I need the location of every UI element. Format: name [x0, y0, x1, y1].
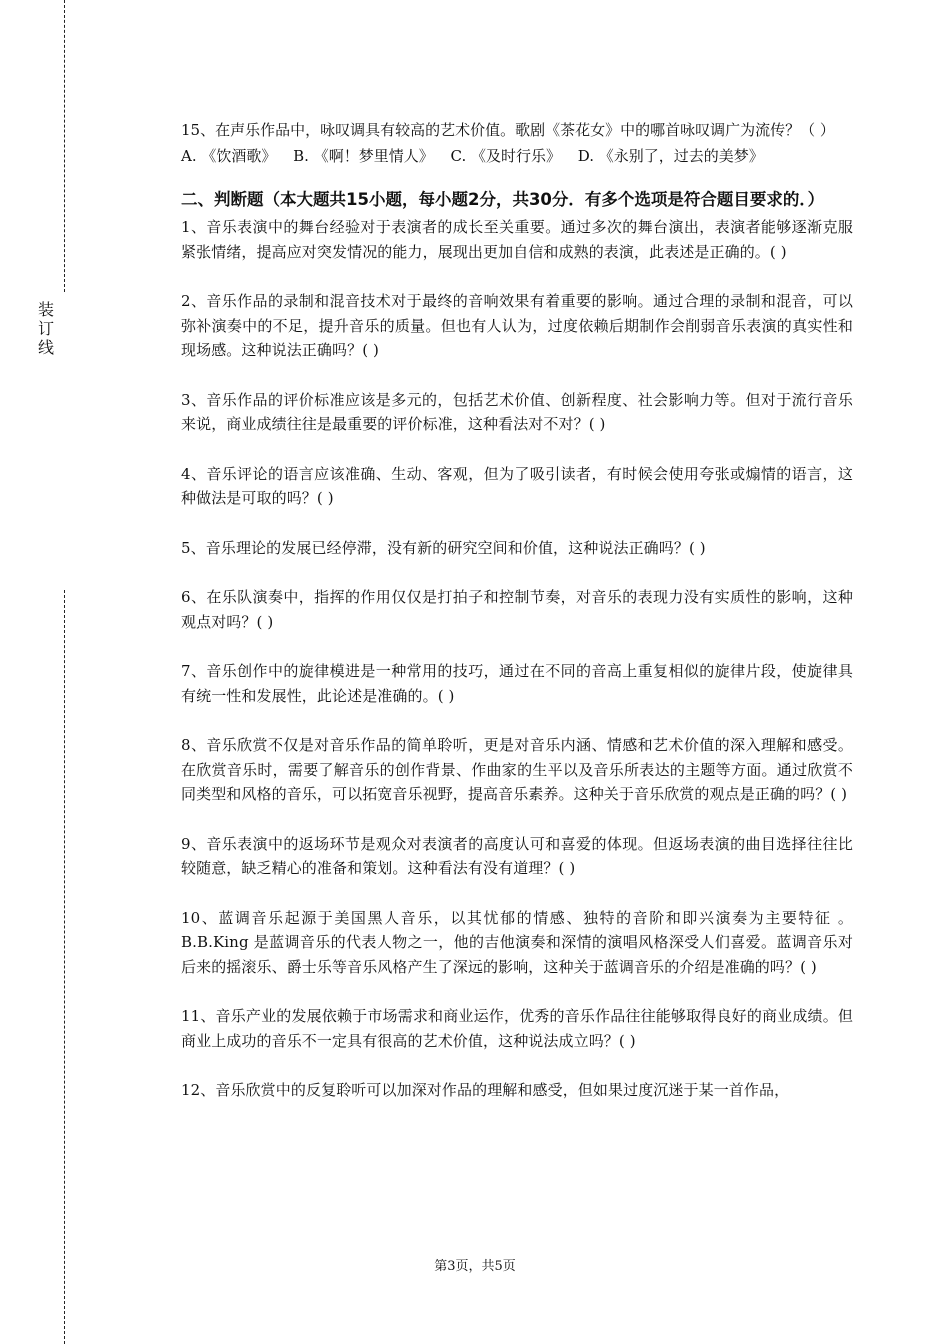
question-15-options	[181, 143, 853, 169]
exam-content	[181, 117, 853, 1128]
judge-question-4: 4、音乐评论的语言应该准确、生动、客观，但为了吸引读者，有时候会使用夸张或煽情的语言，这种做法是可取的吗？( )	[181, 464, 853, 507]
judge-question-7: 7、音乐创作中的旋律模进是一种常用的技巧，通过在不同的音高上重复相似的旋律片段，使旋律具有统一性和发展性，此论述是准确的。( )	[181, 662, 853, 705]
binding-dashed-line-top	[64, 0, 65, 292]
judge-question-2: 2、音乐作品的录制和混音技术对于最终的音响效果有着重要的影响。通过合理的录制和混音，可以弥补演奏中的不足，提升音乐的质量。但也有人认为，过度依赖后期制作会削弱音乐表演的真实性和现场感。这种说法正确吗？( )	[181, 292, 853, 359]
binding-label	[36, 300, 56, 357]
option-a: A. 《饮酒歌》	[181, 147, 277, 165]
option-c: C. 《及时行乐》	[450, 147, 561, 165]
judge-question-12: 12、音乐欣赏中的反复聆听可以加深对作品的理解和感受，但如果过度沉迷于某一首作品，	[181, 1081, 790, 1099]
option-d: D. 《永别了，过去的美梦》	[577, 147, 764, 165]
judge-question-9: 9、音乐表演中的返场环节是观众对表演者的高度认可和喜爱的体现。但返场表演的曲目选择往往比较随意，缺乏精心的准备和策划。这种看法有没有道理？( )	[181, 834, 853, 877]
option-b: B. 《啊！梦里情人》	[293, 147, 434, 165]
judge-question-10: 10、蓝调音乐起源于美国黑人音乐，以其忧郁的情感、独特的音阶和即兴演奏为主要特征 。B.B.King 是蓝调音乐的代表人物之一，他的吉他演奏和深情的演唱风格深受人们喜爱。蓝调音乐对后来的摇滚乐、爵士乐等音乐风格产生了深远的影响，这种关于蓝调音乐的介绍是准确的吗？( )	[181, 908, 853, 976]
judge-question-5: 5、音乐理论的发展已经停滞，没有新的研究空间和价值，这种说法正确吗？( )	[181, 538, 706, 557]
judge-question-3: 3、音乐作品的评价标准应该是多元的，包括艺术价值、创新程度、社会影响力等。但对于流行音乐来说，商业成绩往往是最重要的评价标准，这种看法对不对？( )	[181, 390, 853, 433]
question-15-stem: 15、在声乐作品中，咏叹调具有较高的艺术价值。歌剧《茶花女》中的哪首咏叹调广为流传？（ ）	[181, 121, 835, 139]
judge-question-1: 1、音乐表演中的舞台经验对于表演者的成长至关重要。通过多次的舞台演出，表演者能够逐渐克服紧张情绪，提高应对突发情况的能力，展现出更加自信和成熟的表演，此表述是正确的。( )	[181, 218, 853, 261]
binding-char: 线	[37, 338, 54, 357]
binding-char: 订	[37, 319, 54, 338]
judge-question-11: 11、音乐产业的发展依赖于市场需求和商业运作，优秀的音乐作品往往能够取得良好的商业成绩。但商业上成功的音乐不一定具有很高的艺术价值，这种说法成立吗？( )	[181, 1007, 853, 1050]
page-number: 第3页，共5页	[434, 1259, 516, 1274]
judge-question-8: 8、音乐欣赏不仅是对音乐作品的简单聆听，更是对音乐内涵、情感和艺术价值的深入理解和感受。在欣赏音乐时，需要了解音乐的创作背景、作曲家的生平以及音乐所表达的主题等方面。通过欣赏不同类型和风格的音乐，可以拓宽音乐视野，提高音乐素养。这种关于音乐欣赏的观点是正确的吗？( )	[181, 736, 853, 803]
binding-char: 装	[37, 300, 54, 319]
section-heading-true-false: 二、判断题（本大题共15小题，每小题2分，共30分．有多个选项是符合题目要求的．）	[181, 190, 825, 209]
binding-dashed-line-bottom	[64, 590, 65, 1344]
judge-question-6: 6、在乐队演奏中，指挥的作用仅仅是打拍子和控制节奏，对音乐的表现力没有实质性的影响，这种观点对吗？( )	[181, 588, 853, 631]
